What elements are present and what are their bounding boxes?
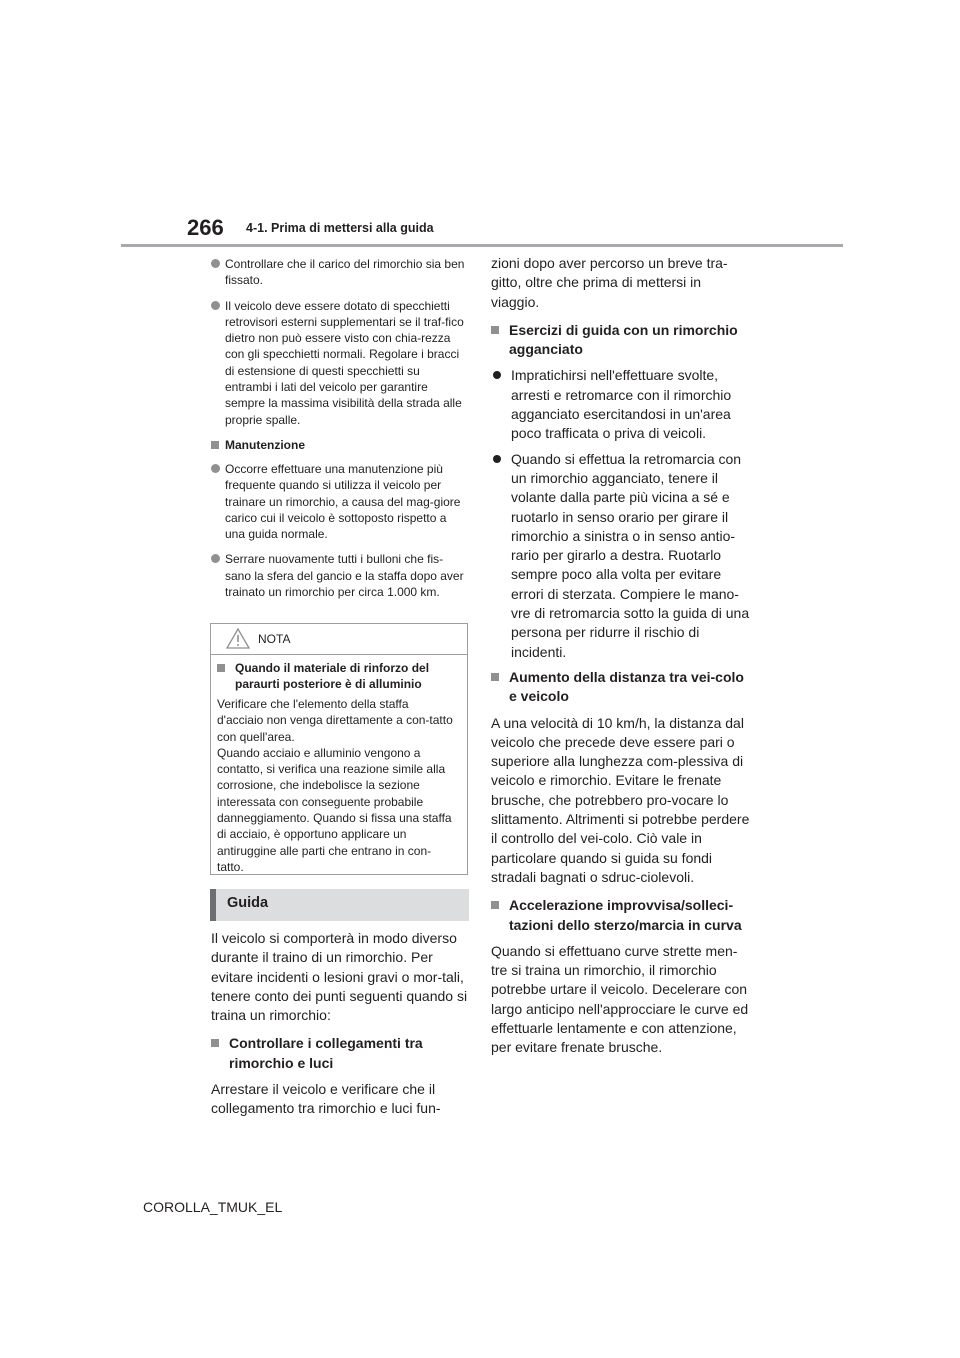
- subsection-heading-distanza: [491, 668, 753, 707]
- section-heading-guida: [210, 889, 469, 921]
- bullet-text: Quando si effettua la retromarcia con un rimorchio agganciato, tenere il volante dalla parte più vicina a sé e ruotarlo in senso orario per girare il rimorchio a sinistra o in senso antio-rario per girarlo a destra. Ruotarlo sempre poco alla volta per evitare errori di sterzata. Compiere le mano-vre di retromarcia sotto la guida di una persona per ridurre il rischio di incidenti.: [511, 450, 750, 660]
- list-item: [211, 256, 469, 289]
- paragraph: zioni dopo aver percorso un breve tra-gitto, oltre che prima di mettersi in viaggio.: [491, 255, 728, 310]
- list-item: [491, 450, 753, 662]
- footer-code: COROLLA_TMUK_EL: [143, 1199, 283, 1215]
- paragraph: A una velocità di 10 km/h, la distanza dal veicolo che precede deve essere pari o superiore alla lunghezza com-plessiva di veicolo e rimorchio. Evitare le frenate brusche, che potrebbero pro-vocare lo slittamento. Altrimenti si potrebbe perdere il controllo del vei-colo. Ciò vale in particolare quando si guida su fondi stradali bagnati o sdruc-ciolevoli.: [491, 714, 750, 885]
- square-bullet-icon: [491, 326, 499, 334]
- subsection-heading-esercizi: [491, 321, 753, 360]
- nota-label: NOTA: [258, 632, 291, 646]
- paragraph: Quando si effettuano curve strette men-tre si traina un rimorchio, il rimorchio potrebbe urtare il veicolo. Decelerare con largo anticipo nell'approcciare le curve ed effettuarle lentamente e con attenzione, per evitare frenate brusche.: [491, 942, 749, 1056]
- bullet-icon: [493, 371, 501, 379]
- bullet-icon: [211, 464, 220, 473]
- subsection-heading-manutenzione: [211, 437, 469, 453]
- bullet-text: Controllare che il carico del rimorchio sia ben fissato.: [225, 257, 465, 288]
- page-number: 266: [187, 215, 224, 240]
- header-rule: [121, 244, 843, 247]
- nota-box: [210, 623, 468, 875]
- bullet-icon: [493, 455, 501, 463]
- guida-intro: Il veicolo si comporterà in modo diverso durante il traino di un rimorchio. Per evitare incidenti o lesioni gravi o mor-tali, tenere conto dei punti seguenti quando si traina un rimorchio:: [211, 930, 468, 1024]
- subsection-heading-accelerazione: [491, 896, 753, 935]
- heading-accent: [210, 889, 216, 921]
- nota-heading-text: Quando il materiale di rinforzo del paraurti posteriore è di alluminio: [235, 661, 430, 691]
- nota-heading: [217, 661, 457, 692]
- square-bullet-icon: [211, 1039, 219, 1047]
- section-heading-text: Guida: [227, 895, 269, 911]
- heading-text: Manutenzione: [225, 437, 305, 452]
- square-bullet-icon: [491, 673, 499, 681]
- square-bullet-icon: [491, 901, 499, 909]
- bullet-text: Impratichirsi nell'effettuare svolte, arresti e retromarce con il rimorchio agganciato esercitandosi in un'area poco trafficata o priva di veicoli.: [511, 367, 732, 442]
- bullet-icon: [211, 259, 220, 268]
- bullet-text: Occorre effettuare una manutenzione più frequente quando si utilizza il veicolo per trainare un rimorchio, a causa del mag-giore carico cui il veicolo è sottoposto rispetto a una guida normale.: [225, 461, 461, 542]
- list-item: [491, 366, 753, 443]
- list-item: [211, 461, 469, 542]
- left-column-top: [211, 256, 469, 609]
- nota-body: Verificare che l'elemento della staffa d'acciaio non venga direttamente a con-tatto con quell'area. Quando acciaio e alluminio vengono a contatto, si verifica una reazione simile alla corrosione, che indebolisce la sezione interessata con conseguente probabile danneggiamento. Quando si fissa una staffa di acciaio, è opportuno applicare un antiruggine alle parti che entrano in con-tatto.: [217, 697, 453, 874]
- bullet-text: Serrare nuovamente tutti i bulloni che fis-sano la sfera del gancio e la staffa dopo aver trainato un rimorchio per circa 1.000 km.: [225, 552, 464, 600]
- bullet-icon: [211, 554, 220, 563]
- bullet-text: Il veicolo deve essere dotato di specchietti retrovisori esterni supplementari se il traf-fico dietro non può essere visto con chia-rezza con gli specchietti normali. Regolare i bracci di estensione di questi specchietti su entrambi i lati del veicolo per garantire sempre la massima visibilità della strada alle proprie spalle.: [225, 298, 464, 427]
- list-item: [211, 551, 469, 600]
- heading-text: Accelerazione improvvisa/solleci-tazioni dello sterzo/marcia in curva: [509, 897, 742, 933]
- right-column: [491, 254, 753, 1067]
- warning-icon: [226, 628, 250, 654]
- section-title: 4-1. Prima di mettersi alla guida: [246, 221, 434, 235]
- heading-text: Controllare i collegamenti tra rimorchio e luci: [229, 1035, 423, 1071]
- square-bullet-icon: [217, 664, 225, 672]
- heading-text: Aumento della distanza tra vei-colo e veicolo: [509, 668, 744, 705]
- nota-header: [211, 624, 467, 655]
- bullet-icon: [211, 301, 220, 310]
- square-bullet-icon: [211, 441, 219, 449]
- list-item: [211, 298, 469, 428]
- subsection-heading-collegamenti: [211, 1034, 469, 1073]
- paragraph: Arrestare il veicolo e verificare che il collegamento tra rimorchio e luci fun-: [211, 1081, 441, 1117]
- heading-text: Esercizi di guida con un rimorchio agganciato: [509, 321, 738, 358]
- left-column-bottom: [211, 929, 469, 1128]
